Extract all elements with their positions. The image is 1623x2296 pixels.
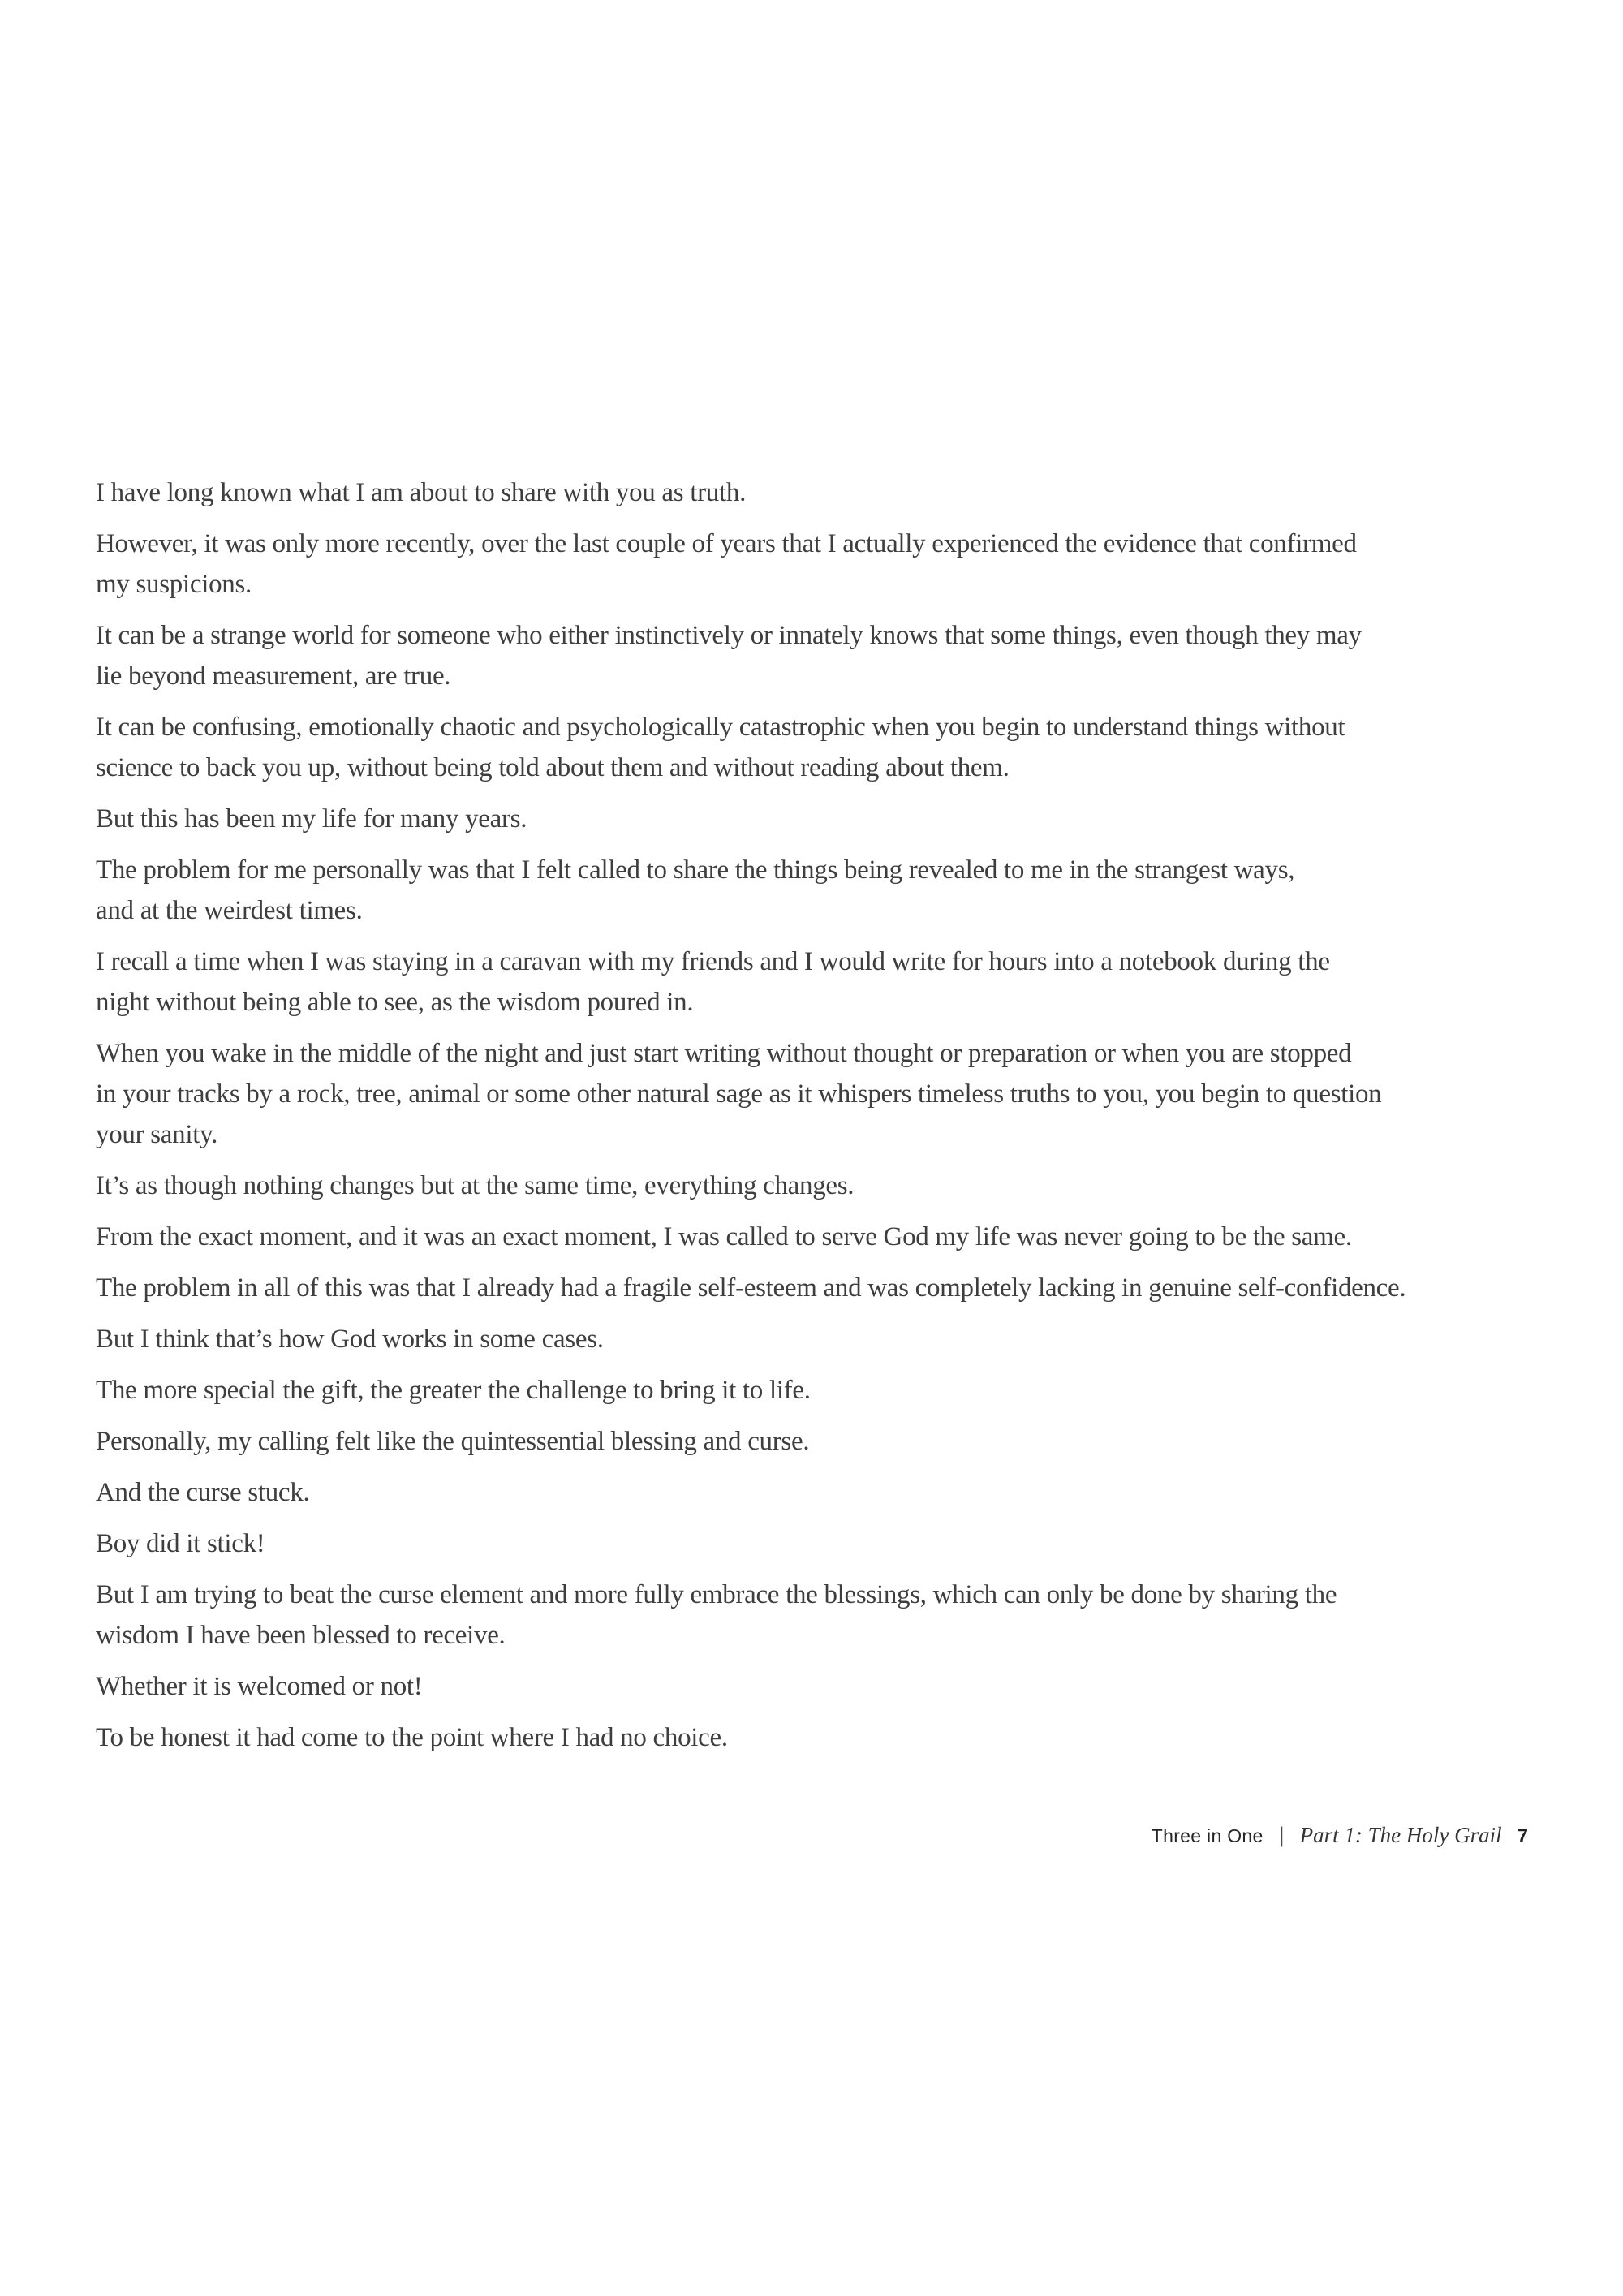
paragraph (96, 1472, 1565, 1513)
text-line: Whether it is welcomed or not! (96, 1672, 423, 1701)
text-line: science to back you up, without being told about them and without reading about them. (96, 753, 1010, 782)
paragraph (96, 523, 1565, 605)
text-line: wisdom I have been blessed to receive. (96, 1621, 506, 1650)
footer-section-title: Part 1: The Holy Grail (1299, 1823, 1502, 1847)
text-line: The more special the gift, the greater the challenge to bring it to life. (96, 1376, 811, 1405)
paragraph (96, 1217, 1565, 1257)
paragraph (96, 1666, 1565, 1707)
paragraph (96, 615, 1565, 696)
text-line: But I am trying to beat the curse element and more fully embrace the blessings, which can only be done by sharing the (96, 1580, 1337, 1609)
paragraph (96, 1319, 1565, 1359)
paragraph (96, 1033, 1565, 1155)
text-line: It’s as though nothing changes but at the same time, everything changes. (96, 1171, 855, 1200)
footer-book-title: Three in One (1151, 1825, 1264, 1846)
text-line: It can be a strange world for someone who either instinctively or innately knows that some things, even though they may (96, 621, 1362, 650)
page-footer (1152, 1823, 1528, 1848)
paragraph (96, 1421, 1565, 1462)
paragraph (96, 1370, 1565, 1411)
text-line: When you wake in the middle of the night and just start writing without thought or preparation or when you are stopped (96, 1039, 1352, 1068)
text-line: I recall a time when I was staying in a caravan with my friends and I would write for hours into a notebook during the (96, 947, 1330, 976)
paragraph (96, 472, 1565, 513)
paragraph (96, 1523, 1565, 1564)
text-line: night without being able to see, as the wisdom poured in. (96, 988, 694, 1017)
footer-separator: | (1278, 1823, 1285, 1847)
text-line: lie beyond measurement, are true. (96, 661, 451, 691)
paragraph (96, 1717, 1565, 1758)
paragraph (96, 850, 1565, 931)
paragraph (96, 1165, 1565, 1206)
text-line: I have long known what I am about to share with you as truth. (96, 478, 747, 507)
footer-page-number: 7 (1517, 1825, 1528, 1847)
text-line: Boy did it stick! (96, 1529, 265, 1558)
text-line: But this has been my life for many years. (96, 804, 527, 834)
paragraph (96, 707, 1565, 788)
text-line: And the curse stuck. (96, 1478, 310, 1507)
text-line: From the exact moment, and it was an exact moment, I was called to serve God my life was never going to be the same. (96, 1222, 1352, 1251)
text-line: To be honest it had come to the point where I had no choice. (96, 1723, 728, 1752)
text-line: But I think that’s how God works in some cases. (96, 1325, 604, 1354)
text-line: your sanity. (96, 1120, 218, 1149)
text-line: It can be confusing, emotionally chaotic and psychologically catastrophic when you begin to understand things without (96, 713, 1345, 742)
text-line: in your tracks by a rock, tree, animal or some other natural sage as it whispers timeless truths to you, you begin to question (96, 1079, 1382, 1109)
text-line: The problem for me personally was that I felt called to share the things being revealed to me in the strangest ways, (96, 855, 1295, 885)
paragraph (96, 1268, 1565, 1308)
text-line: However, it was only more recently, over the last couple of years that I actually experienced the evidence that confirmed (96, 529, 1357, 558)
text-line: Personally, my calling felt like the quintessential blessing and curse. (96, 1427, 810, 1456)
text-line: my suspicions. (96, 570, 252, 599)
paragraph (96, 1574, 1565, 1656)
text-line: The problem in all of this was that I already had a fragile self-esteem and was completely lacking in genuine self-confidence. (96, 1273, 1406, 1303)
text-line: and at the weirdest times. (96, 896, 363, 925)
body-text (96, 472, 1565, 1768)
paragraph (96, 799, 1565, 839)
paragraph (96, 941, 1565, 1023)
